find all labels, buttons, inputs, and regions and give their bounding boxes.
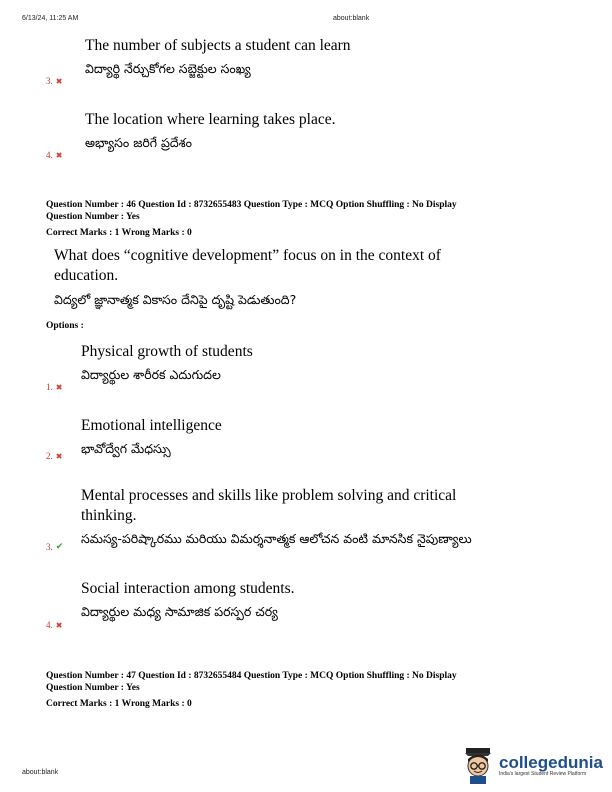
prev-option-4-text-te: అభ్యాసం జరిగే ప్రదేశం [85, 135, 192, 150]
check-mark-icon: ✔ [55, 542, 64, 552]
q46-option-1-text-te: విద్యార్థుల శారీరక ఎదుగుదల [81, 367, 221, 382]
q46-marks: Correct Marks : 1 Wrong Marks : 0 [46, 228, 192, 238]
q46-option-3-text-te: సమస్య-పరిష్కారము మరియు విమర్శనాత్మక ఆలోచన వంటి మానసిక నైపుణ్యాలు [81, 531, 472, 546]
prev-option-3-marker [46, 76, 62, 86]
q46-option-2-text-en: Emotional intelligence [81, 417, 222, 434]
logo-name: collegedunia [499, 752, 603, 772]
q46-meta-line2: Question Number : Yes [46, 212, 140, 222]
q46-option-3-marker [46, 542, 63, 552]
q46-option-4-text-en: Social interaction among students. [81, 580, 295, 597]
q46-options-label: Options : [46, 321, 84, 331]
q46-option-3-text-en-line2: thinking. [81, 507, 137, 524]
wrong-mark-icon: ✖ [55, 620, 63, 630]
print-page-title: about:blank [333, 15, 370, 22]
option-number: 1. [46, 382, 53, 392]
logo-tagline: India's largest Student Review Platform [499, 770, 587, 777]
q46-text-te: విద్యలో జ్ఞానాత్మక వికాసం దేనిపై దృష్టి పెడుతుంది? [54, 292, 297, 307]
mascot-icon [461, 746, 495, 784]
prev-option-3-text-en: The number of subjects a student can learn [85, 37, 351, 54]
wrong-mark-icon: ✖ [55, 76, 63, 86]
q46-text-en-line1: What does “cognitive development” focus on in the context of [54, 247, 441, 264]
q47-meta-line1: Question Number : 47 Question Id : 8732655484 Question Type : MCQ Option Shuffling : No Display [46, 671, 457, 681]
prev-option-4-text-en: The location where learning takes place. [85, 111, 336, 128]
q46-option-2-text-te: భావోద్వేగ మేధస్సు [81, 441, 171, 456]
q46-option-4-marker [46, 620, 62, 630]
option-number: 2. [46, 451, 53, 461]
wrong-mark-icon: ✖ [55, 150, 63, 160]
q46-option-1-text-en: Physical growth of students [81, 343, 253, 360]
print-datetime: 6/13/24, 11:25 AM [22, 15, 79, 22]
option-number: 4. [46, 150, 53, 160]
wrong-mark-icon: ✖ [55, 382, 63, 392]
prev-option-4-marker [46, 150, 62, 160]
option-number: 3. [46, 76, 53, 86]
q46-option-1-marker [46, 382, 62, 392]
q46-option-4-text-te: విద్యార్థుల మధ్య సామాజిక పరస్పర చర్య [81, 604, 278, 619]
collegedunia-logo [461, 746, 603, 784]
option-number: 3. [46, 542, 53, 552]
option-number: 4. [46, 620, 53, 630]
wrong-mark-icon: ✖ [55, 451, 63, 461]
q46-option-3-text-en-line1: Mental processes and skills like problem solving and critical [81, 487, 457, 504]
q46-meta-line1: Question Number : 46 Question Id : 8732655483 Question Type : MCQ Option Shuffling : No Display [46, 200, 457, 210]
q46-option-2-marker [46, 451, 62, 461]
print-footer-url: about:blank [22, 769, 59, 776]
q46-text-en-line2: education. [54, 267, 119, 284]
prev-option-3-text-te: విద్యార్థి నేర్చుకోగల సబ్జెక్టుల సంఖ్య [85, 61, 251, 76]
q47-marks: Correct Marks : 1 Wrong Marks : 0 [46, 699, 192, 709]
q47-meta-line2: Question Number : Yes [46, 683, 140, 693]
